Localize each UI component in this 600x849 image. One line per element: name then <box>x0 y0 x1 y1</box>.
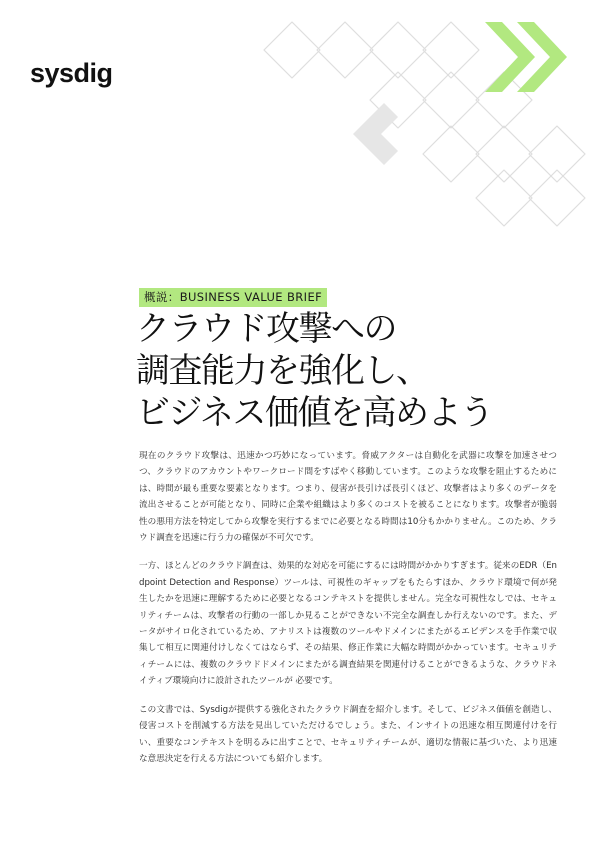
title-line: クラウド攻撃への <box>136 309 396 349</box>
document-type-tag: 概説：BUSINESS VALUE BRIEF <box>139 288 327 307</box>
gray-chevron-shape <box>353 103 398 165</box>
outline-diamond <box>317 22 373 78</box>
title-line: 調査能力を強化し、 <box>136 351 429 391</box>
outline-diamond <box>529 126 585 182</box>
body-text <box>139 448 557 779</box>
body-paragraph: この文書では、Sysdigが提供する強化されたクラウド調査を紹介します。そして、ビジネス価値を創造し、侵害コストを削減する方法を見出していただけるでしょう。また、インサイトの迅速な相互関連付けを行い、重要なコンテキストを明るみに出すことで、セキュリティチームが、適切な情報に基づいた、より迅速な意思決定を行える方法についても紹介します。 <box>139 704 557 764</box>
body-paragraph: 現在のクラウド攻撃は、迅速かつ巧妙になっています。脅威アクターは自動化を武器に攻撃を加速させつつ、クラウドのアカウントやワークロード間をすばやく移動しています。このような攻撃を阻止するためには、時間が最も重要な要素となります。つまり、侵害が長引けば長引くほど、攻撃者はより多くのデータを流出させることが可能となり、同時に企業や組織はより多くのコストを被ることになります。攻撃者が脆弱性の悪用方法を特定してから攻撃を実行するまでに必要となる時間は10分もかかりません。このため、クラウド調査を迅速に行う力の確保が不可欠です。 <box>139 451 557 544</box>
title-line: ビジネス価値を高めよう <box>136 393 493 433</box>
sysdig-logo: sysdig <box>30 58 113 88</box>
outline-diamond <box>423 72 479 128</box>
outline-diamond <box>423 22 479 78</box>
outline-diamond <box>476 126 532 182</box>
decorative-diamond-pattern <box>0 0 600 260</box>
outline-diamond <box>476 170 532 226</box>
outline-diamond <box>423 126 479 182</box>
page-title <box>136 308 576 434</box>
body-paragraph: 一方、ほとんどのクラウド調査は、効果的な対応を可能にするには時間がかかりすぎます。従来のEDR（Endpoint Detection and Response）ツールは、可視性のギャップをもたらすほか、クラウド環境で何が発生したかを迅速に理解するために必要となるコンテキストを提供しません。完全な可視性なしでは、セキュリティチームは、攻撃者の行動の一部しか見ることができない不完全な調査しか行えないのです。また、データがサイロ化されているため、アナリストは複数のツールやドメインにまたがるエビデンスを手作業で収集して相互に関連付けしなくてはならず、その結果、修正作業に大幅な時間がかかっています。セキュリティチームには、複数のクラウドドメインにまたがる調査結果を関連付けることができるような、クラウドネイティブ環境向けに設計されたツールが 必要です。 <box>139 561 557 687</box>
outline-diamond <box>264 22 320 78</box>
outline-diamond <box>529 170 585 226</box>
outline-diamond <box>370 22 426 78</box>
